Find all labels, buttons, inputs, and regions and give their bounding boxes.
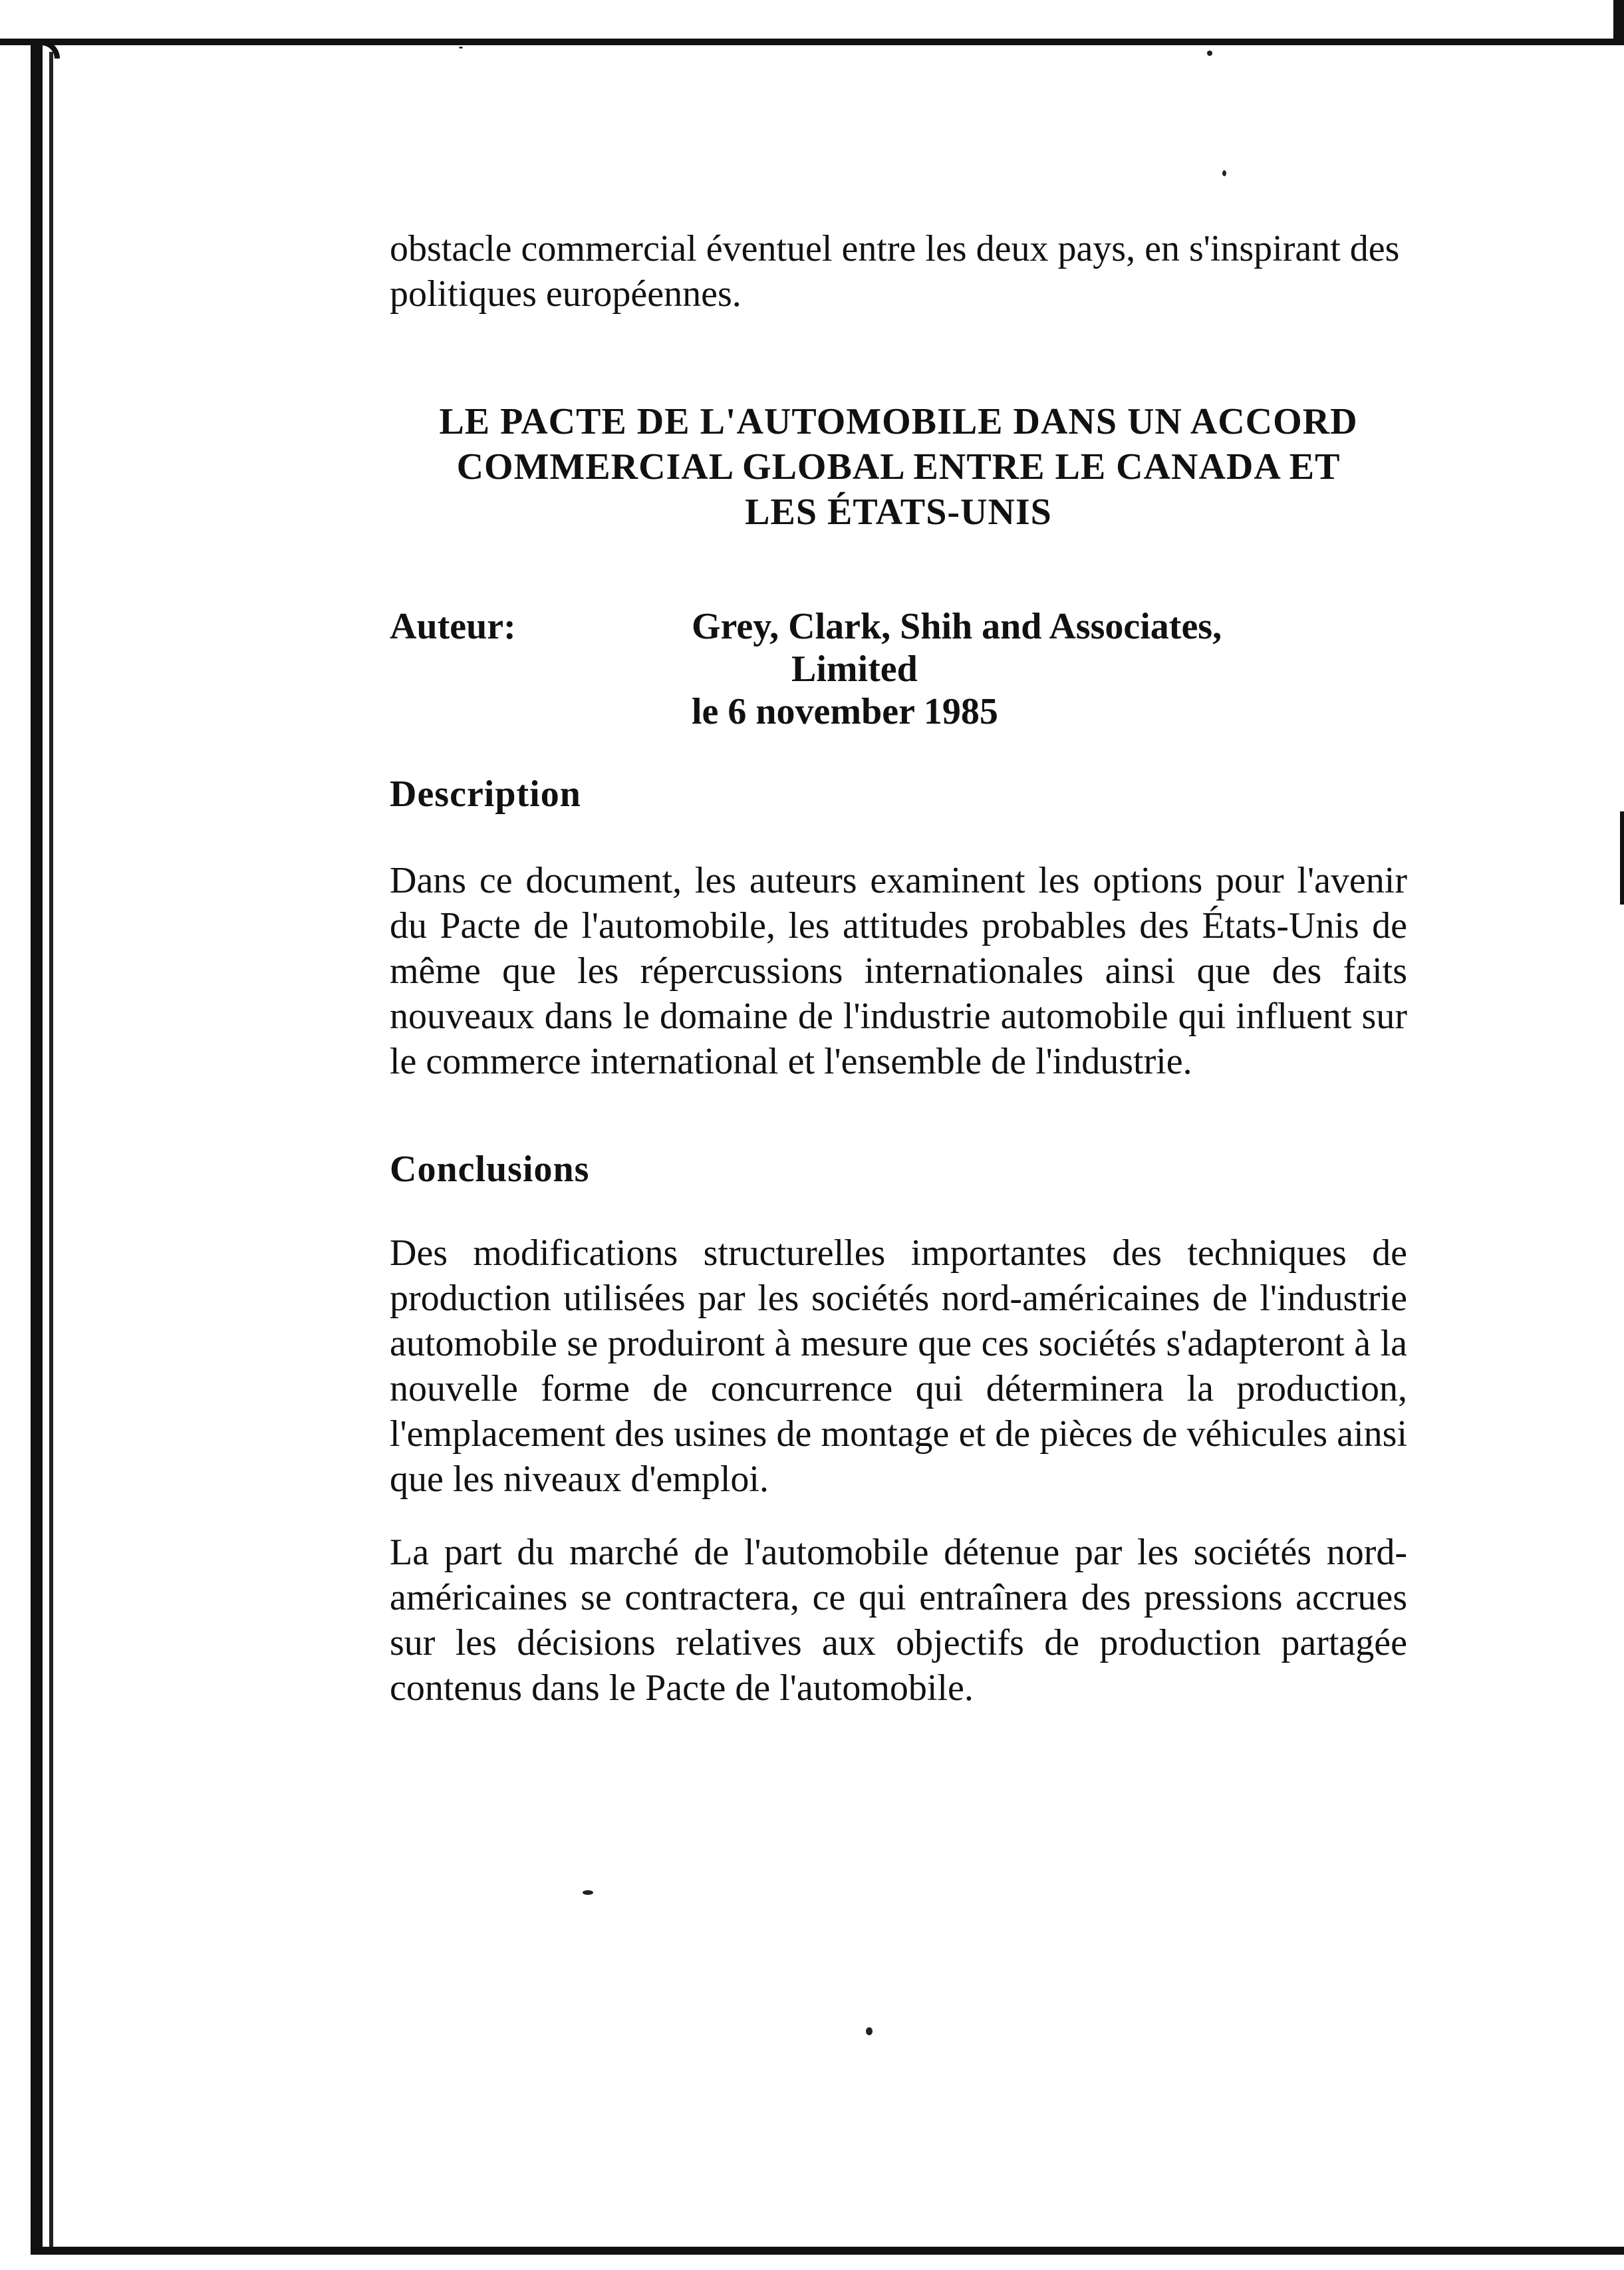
description-paragraph: Dans ce document, les auteurs examinent les options pour l'avenir du Pacte de l'automobile, les attitudes probables des États-Unis de même que les répercussions internationales ainsi que des faits nouveaux dans le domaine de l'industrie automobile qui influent sur le commerce international et l'ensemble de l'industrie. — [390, 860, 1407, 1082]
document-title — [390, 399, 1407, 535]
author-name-line-1: Grey, Clark, Shih and Associates, — [692, 606, 1222, 647]
author-date: le 6 november 1985 — [692, 691, 998, 732]
page-edge-mark — [1620, 811, 1624, 905]
conclusions-block-1 — [390, 1230, 1407, 1502]
description-heading: Description — [390, 774, 581, 815]
scan-speck — [1207, 51, 1212, 56]
title-line-3: LES ÉTATS-UNIS — [745, 492, 1052, 533]
page-border-left — [49, 52, 53, 2247]
description-block — [390, 858, 1407, 1084]
continuation-block — [390, 226, 1407, 317]
author-label: Auteur: — [390, 606, 516, 647]
conclusions-paragraph-1: Des modifications structurelles importantes des techniques de production utilisées par les sociétés nord-américaines de l'industrie automobile se produiront à mesure que ces sociétés s'adapteront à la nouvelle forme de concurrence qui déterminera la production, l'emplacement des usines de montage et de pièces de véhicules ainsi que les niveaux d'emploi. — [390, 1232, 1407, 1500]
scan-speck — [583, 1890, 593, 1895]
author-info — [692, 605, 1410, 733]
page-border-top — [0, 39, 1624, 45]
page-border-bottom — [31, 2247, 1624, 2255]
title-line-2: COMMERCIAL GLOBAL ENTRE LE CANADA ET — [456, 446, 1341, 488]
conclusions-block-2 — [390, 1530, 1407, 1711]
title-line-1: LE PACTE DE L'AUTOMOBILE DANS UN ACCORD — [439, 401, 1358, 442]
page-border-right-stub — [1613, 0, 1624, 41]
author-name-line-2: Limited — [791, 648, 918, 690]
scan-speck — [459, 47, 463, 49]
conclusions-heading: Conclusions — [390, 1149, 590, 1190]
binder-edge — [31, 40, 43, 2255]
conclusions-paragraph-2: La part du marché de l'automobile détenue par les sociétés nord-américaines se contractera, ce qui entraînera des pressions accrues sur les décisions relatives aux objectifs de production partagée contenus dans le Pacte de l'automobile. — [390, 1532, 1407, 1709]
scan-speck — [866, 2027, 873, 2035]
scan-speck — [1222, 170, 1226, 176]
continuation-paragraph: obstacle commercial éventuel entre les deux pays, en s'inspirant des politiques européennes. — [390, 228, 1400, 315]
